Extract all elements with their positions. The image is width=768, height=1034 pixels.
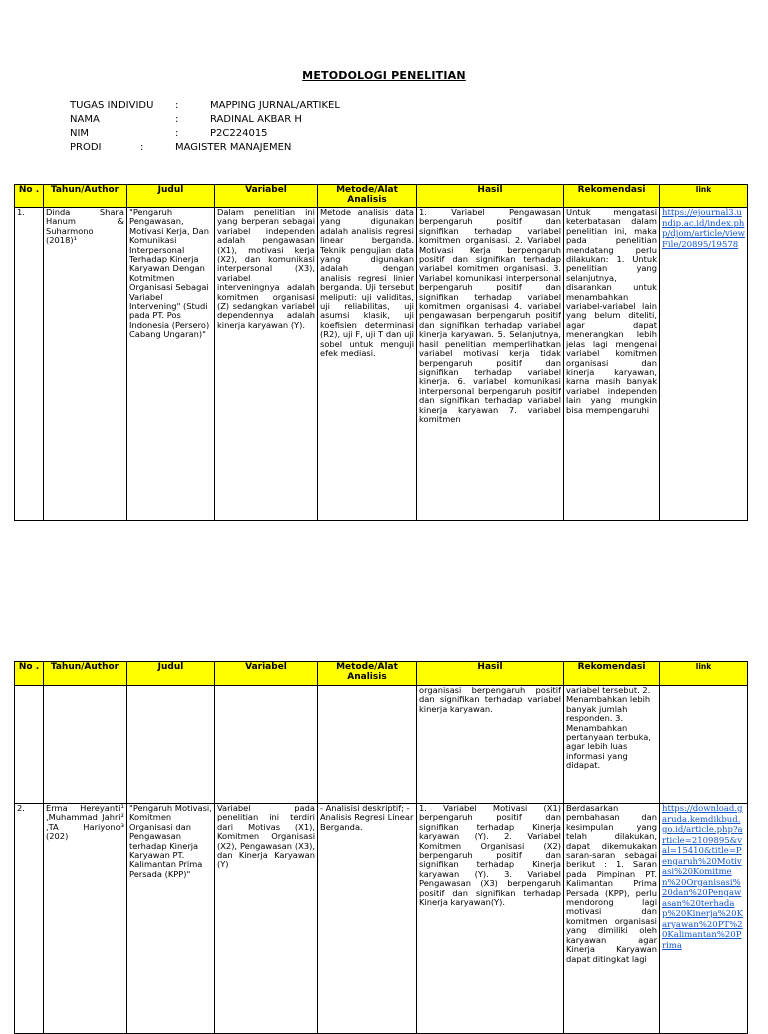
cell-rekomendasi: Berdasarkan pembahasan dan kesimpulan yang telah dilakukan, dapat dikemukakan saran-saran sebagai berikut : 1. Saran pada Pimpinan PT. Kalimantan Prima Persada (KPP), perlu mendorong lagi motivasi dan komitmen organisasi yang dimiliki oleh karyawan agar Kinerja Karyawan dapat ditingkat lagi xyxy=(564,804,660,1034)
table-header-row xyxy=(15,185,748,208)
info-sep-nim: : xyxy=(175,128,179,139)
header-judul: Judul xyxy=(127,662,215,686)
table-row xyxy=(15,686,748,804)
info-label-prodi: PRODI xyxy=(70,142,102,153)
cell-variabel: Dalam penelitian ini yang berperan sebagai variabel independen adalah pengawasan (X1), motivasi kerja (X2), dan komunikasi interpersonal (X3), variabel interveningnya adalah komitmen organisasi (Z) sedangkan variabel dependennya adalah kinerja karyawan (Y). xyxy=(215,208,318,521)
header-variabel: Variabel xyxy=(215,185,318,208)
header-no: No . xyxy=(15,185,44,208)
header-hasil: Hasil xyxy=(417,185,564,208)
info-label-nama: NAMA xyxy=(70,114,100,125)
cell-no: 1. xyxy=(15,208,44,521)
header-link: link xyxy=(660,662,748,686)
journal-link[interactable]: https://download.garuda.kemdikbud.go.id/article.php?article=2109895&val=15410&title=Pengaruh%20Motivasi%20Komitmen%20Organisasi%20dan%20Pengawasan%20terhadap%20Kinerja%20Karyawan%20PT%20Kalimantan%20Prima xyxy=(662,804,743,951)
cell-judul: "Pengaruh Pengawasan, Motivasi Kerja, Dan Komunikasi Interpersonal Terhadap Kinerja Karyawan Dengan Kotmitmen Organisasi Sebagai Variabel Intervening" (Studi pada PT. Pos Indonesia (Persero) Cabang Ungaran)" xyxy=(127,208,215,521)
cell-metode: Metode analisis data yang digunakan adalah analisis regresi linear berganda. Teknik pengujian data yang digunakan adalah dengan analisis regresi linier berganda. Uji tersebut meliputi: uji validitas, uji reliabilitas, uji asumsi klasik, uji koefisien determinasi (R2), uji F, uji T dan uji sobel untuk menguji efek mediasi. xyxy=(318,208,417,521)
header-no: No . xyxy=(15,662,44,686)
header-rekomendasi: Rekomendasi xyxy=(564,662,660,686)
cell-author xyxy=(44,686,127,804)
cell-hasil: 1. Variabel Pengawasan berpengaruh positif dan signifikan terhadap variabel komitmen organisasi. 2. Variabel Motivasi Kerja berpengaruh positif dan signifikan terhadap variabel komitmen organisasi. 3. Variabel komunikasi interpersonal berpengaruh positif dan signifikan terhadap variabel komitmen organisasi 4. variabel pengawasan berpengaruh positif dan signifikan terhadap variabel kinerja karyawan. 5. Selanjutnya, hasil penelitian memperlihatkan variabel motivasi kerja tidak berpengaruh positif dan signifikan terhadap variabel kinerja. 6. variabel komunikasi interpersonal berpengaruh positif dan signifikan terhadap variabel kinerja karyawan 7. variabel komitmen xyxy=(417,208,564,521)
cell-hasil: organisasi berpengaruh positif dan signifikan terhadap variabel kinerja karyawan. xyxy=(417,686,564,804)
header-metode: Metode/Alat Analisis xyxy=(318,662,417,686)
header-hasil: Hasil xyxy=(417,662,564,686)
cell-author: Erma Hereyanti¹ ,Muhammad Jahri² ,TA Hariyono³ (202) xyxy=(44,804,127,1034)
cell-link xyxy=(660,208,748,521)
cell-metode: - Analisisi deskriptif; - Analisis Regresi Linear Berganda. xyxy=(318,804,417,1034)
journal-link[interactable]: https://ejournal3.undip.ac.id/index.php/djom/article/viewFile/20895/19578 xyxy=(662,208,745,250)
info-sep-prodi: : xyxy=(140,142,144,153)
mapping-table-2 xyxy=(14,661,748,1034)
cell-hasil: 1. Variabel Motivasi (X1) berpengaruh positif dan signifikan terhadap Kinerja karyawan (Y). 2. Variabel Komitmen Organisasi (X2) berpengaruh positif dan signifikan terhadap Kinerja karyawan (Y). 3. Variabel Pengawasan (X3) berpengaruh positif dan signifikan terhadap Kinerja karyawan(Y). xyxy=(417,804,564,1034)
info-value-nim: P2C224015 xyxy=(210,128,268,139)
cell-rekomendasi: Untuk mengatasi keterbatasan dalam penelitian ini, maka pada penelitian mendatang perlu dilakukan: 1. Untuk penelitian yang selanjutnya, disarankan untuk menambahkan variabel-variabel lain yang belum diteliti, agar dapat menerangkan lebih jelas lagi mengenai variabel komitmen organisasi dan kinerja karyawan, karna masih banyak variabel independen lain yang mungkin bisa mempengaruhi xyxy=(564,208,660,521)
info-sep-nama: : xyxy=(175,114,179,125)
cell-metode xyxy=(318,686,417,804)
cell-variabel: Variabel pada penelitian ini terdiri dari Motivas (X1), Komitmen Organisasi (X2), Pengawasan (X3), dan Kinerja Karyawan (Y) xyxy=(215,804,318,1034)
header-author: Tahun/Author xyxy=(44,185,127,208)
header-variabel: Variabel xyxy=(215,662,318,686)
info-value-prodi: MAGISTER MANAJEMEN xyxy=(175,142,292,153)
header-rekomendasi: Rekomendasi xyxy=(564,185,660,208)
cell-no xyxy=(15,686,44,804)
table-row xyxy=(15,804,748,1034)
header-author: Tahun/Author xyxy=(44,662,127,686)
info-label-nim: NIM xyxy=(70,128,90,139)
header-judul: Judul xyxy=(127,185,215,208)
cell-judul: "Pengaruh Motivasi, Komitmen Organisasi dan Pengawasan terhadap Kinerja Karyawan PT. Kalimantan Prima Persada (KPP)" xyxy=(127,804,215,1034)
info-sep-tugas: : xyxy=(175,100,179,111)
cell-author: Dinda Shara Hanum & Suharmono (2018)¹ xyxy=(44,208,127,521)
cell-variabel xyxy=(215,686,318,804)
header-metode: Metode/Alat Analisis xyxy=(318,185,417,208)
cell-link xyxy=(660,804,748,1034)
info-value-tugas: MAPPING JURNAL/ARTIKEL xyxy=(210,100,340,111)
header-link: link xyxy=(660,185,748,208)
page-title: METODOLOGI PENELITIAN xyxy=(302,69,466,82)
table-row xyxy=(15,208,748,521)
info-value-nama: RADINAL AKBAR H xyxy=(210,114,302,125)
info-label-tugas: TUGAS INDIVIDU xyxy=(70,100,154,111)
cell-rekomendasi: variabel tersebut. 2. Menambahkan lebih banyak jumlah responden. 3. Menambahkan pertanyaan terbuka, agar lebih luas informasi yang didapat. xyxy=(564,686,660,804)
table-header-row xyxy=(15,662,748,686)
cell-judul xyxy=(127,686,215,804)
mapping-table-1 xyxy=(14,184,748,521)
cell-no: 2. xyxy=(15,804,44,1034)
cell-link xyxy=(660,686,748,804)
